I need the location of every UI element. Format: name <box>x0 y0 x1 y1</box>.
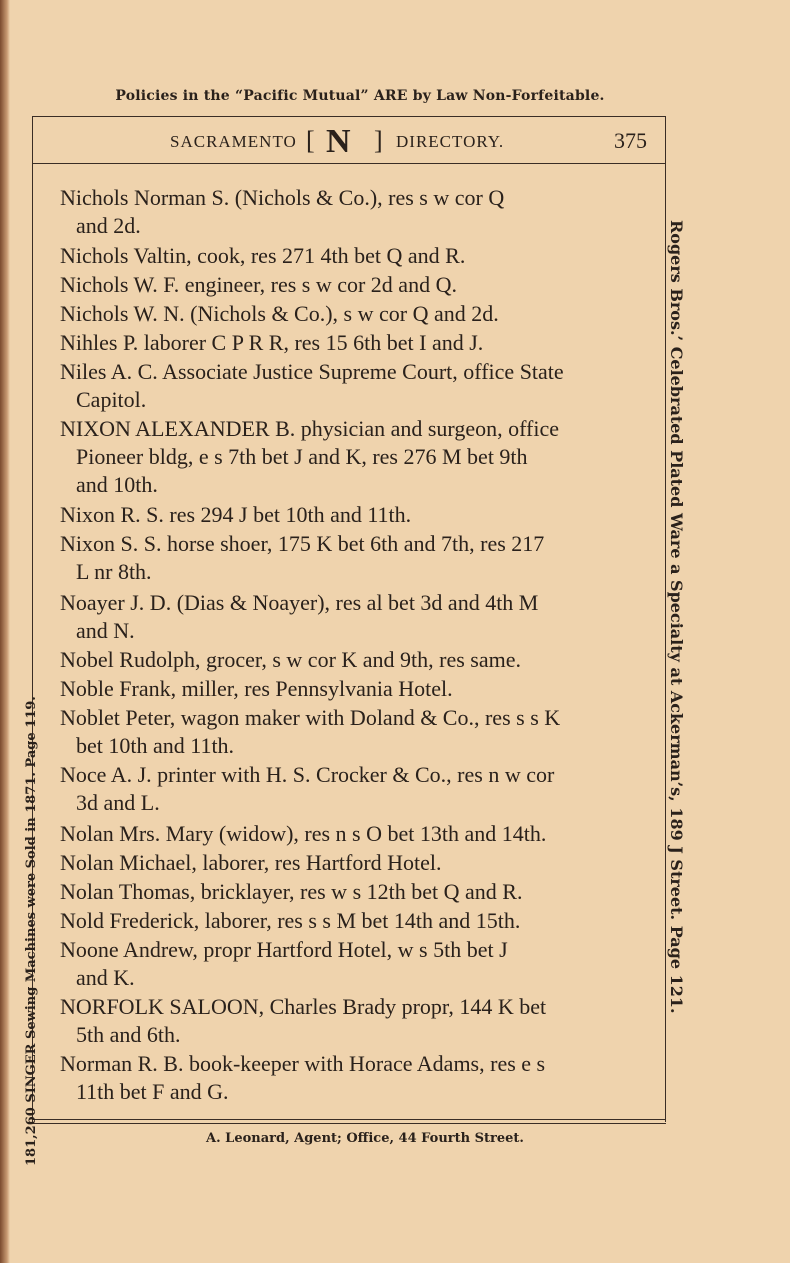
entry-continuation-line: and K. <box>76 965 135 990</box>
running-head-city: SACRAMENTO <box>170 132 297 151</box>
entry-line: Niles A. C. Associate Justice Supreme Court, office State <box>60 359 564 384</box>
running-head <box>170 124 660 160</box>
page-number: 375 <box>614 128 647 153</box>
entry-line: Noblet Peter, wagon maker with Doland & Co., res s s K <box>60 705 561 730</box>
entry-continuation-line: and 10th. <box>76 472 158 497</box>
entry-continuation-line: 11th bet F and G. <box>76 1079 229 1104</box>
entry-continuation-line: L nr 8th. <box>76 559 152 584</box>
entry-line: Nixon R. S. res 294 J bet 10th and 11th. <box>60 502 412 527</box>
entry-line: Noayer J. D. (Dias & Noayer), res al bet 3d and 4th M <box>60 590 539 615</box>
top-advertisement-banner: Policies in the “Pacific Mutual” ARE by Law Non-Forfeitable. <box>115 88 605 104</box>
entry-line: Nichols W. N. (Nichols & Co.), s w cor Q and 2d. <box>60 301 499 326</box>
entry-line: Noce A. J. printer with H. S. Crocker & Co., res n w cor <box>60 762 555 787</box>
entry-continuation-line: bet 10th and 11th. <box>76 733 235 758</box>
entry-continuation-line: 5th and 6th. <box>76 1022 181 1047</box>
entry-continuation-line: 3d and L. <box>76 790 160 815</box>
entry-line: Noble Frank, miller, res Pennsylvania Hotel. <box>60 676 453 701</box>
entry-line: Noone Andrew, propr Hartford Hotel, w s 5th bet J <box>60 937 508 962</box>
entry-line: Nolan Michael, laborer, res Hartford Hotel. <box>60 850 442 875</box>
entry-continuation-line: and N. <box>76 618 135 643</box>
left-margin-advertisement: 181,260 SINGER Sewing Machines were Sold in 1871. Page 119. <box>24 696 39 1166</box>
entry-line: Norman R. B. book-keeper with Horace Adams, res e s <box>60 1051 546 1076</box>
entry-line: Nichols W. F. engineer, res s w cor 2d and Q. <box>60 272 457 297</box>
entry-line: Nold Frederick, laborer, res s s M bet 14th and 15th. <box>60 908 521 933</box>
running-head-directory: DIRECTORY. <box>396 132 505 151</box>
header-rule <box>32 163 666 164</box>
entry-line: Nolan Thomas, bricklayer, res w s 12th bet Q and R. <box>60 879 523 904</box>
entry-line: NORFOLK SALOON, Charles Brady propr, 144 K bet <box>60 994 547 1019</box>
running-head-letter: N <box>326 123 351 160</box>
entry-line: Nixon S. S. horse shoer, 175 K bet 6th and 7th, res 217 <box>60 531 545 556</box>
bottom-rule-thin <box>32 1119 666 1120</box>
right-margin-advertisement: Rogers Bros.’ Celebrated Plated Ware a Specialty at Ackerman’s, 189 J Street. Page 121. <box>667 220 686 1014</box>
page-binding-edge <box>0 0 10 1263</box>
entry-line: NIXON ALEXANDER B. physician and surgeon, office <box>60 416 559 441</box>
bottom-advertisement-banner: A. Leonard, Agent; Office, 44 Fourth Street. <box>206 1131 524 1146</box>
entry-line: Nichols Valtin, cook, res 271 4th bet Q and R. <box>60 243 466 268</box>
entry-line: Nobel Rudolph, grocer, s w cor K and 9th, res same. <box>60 647 522 672</box>
running-head-open-bracket: [ <box>306 126 315 155</box>
entry-line: Nichols Norman S. (Nichols & Co.), res s w cor Q <box>60 185 505 210</box>
running-head-close-bracket: ] <box>374 126 383 155</box>
entry-continuation-line: Capitol. <box>76 387 147 412</box>
bottom-rule-thick <box>32 1123 666 1124</box>
entry-line: Nolan Mrs. Mary (widow), res n s O bet 13th and 14th. <box>60 821 547 846</box>
entry-continuation-line: Pioneer bldg, e s 7th bet J and K, res 276 M bet 9th <box>76 444 528 469</box>
entry-line: Nihles P. laborer C P R R, res 15 6th bet I and J. <box>60 330 484 355</box>
entry-continuation-line: and 2d. <box>76 213 141 238</box>
